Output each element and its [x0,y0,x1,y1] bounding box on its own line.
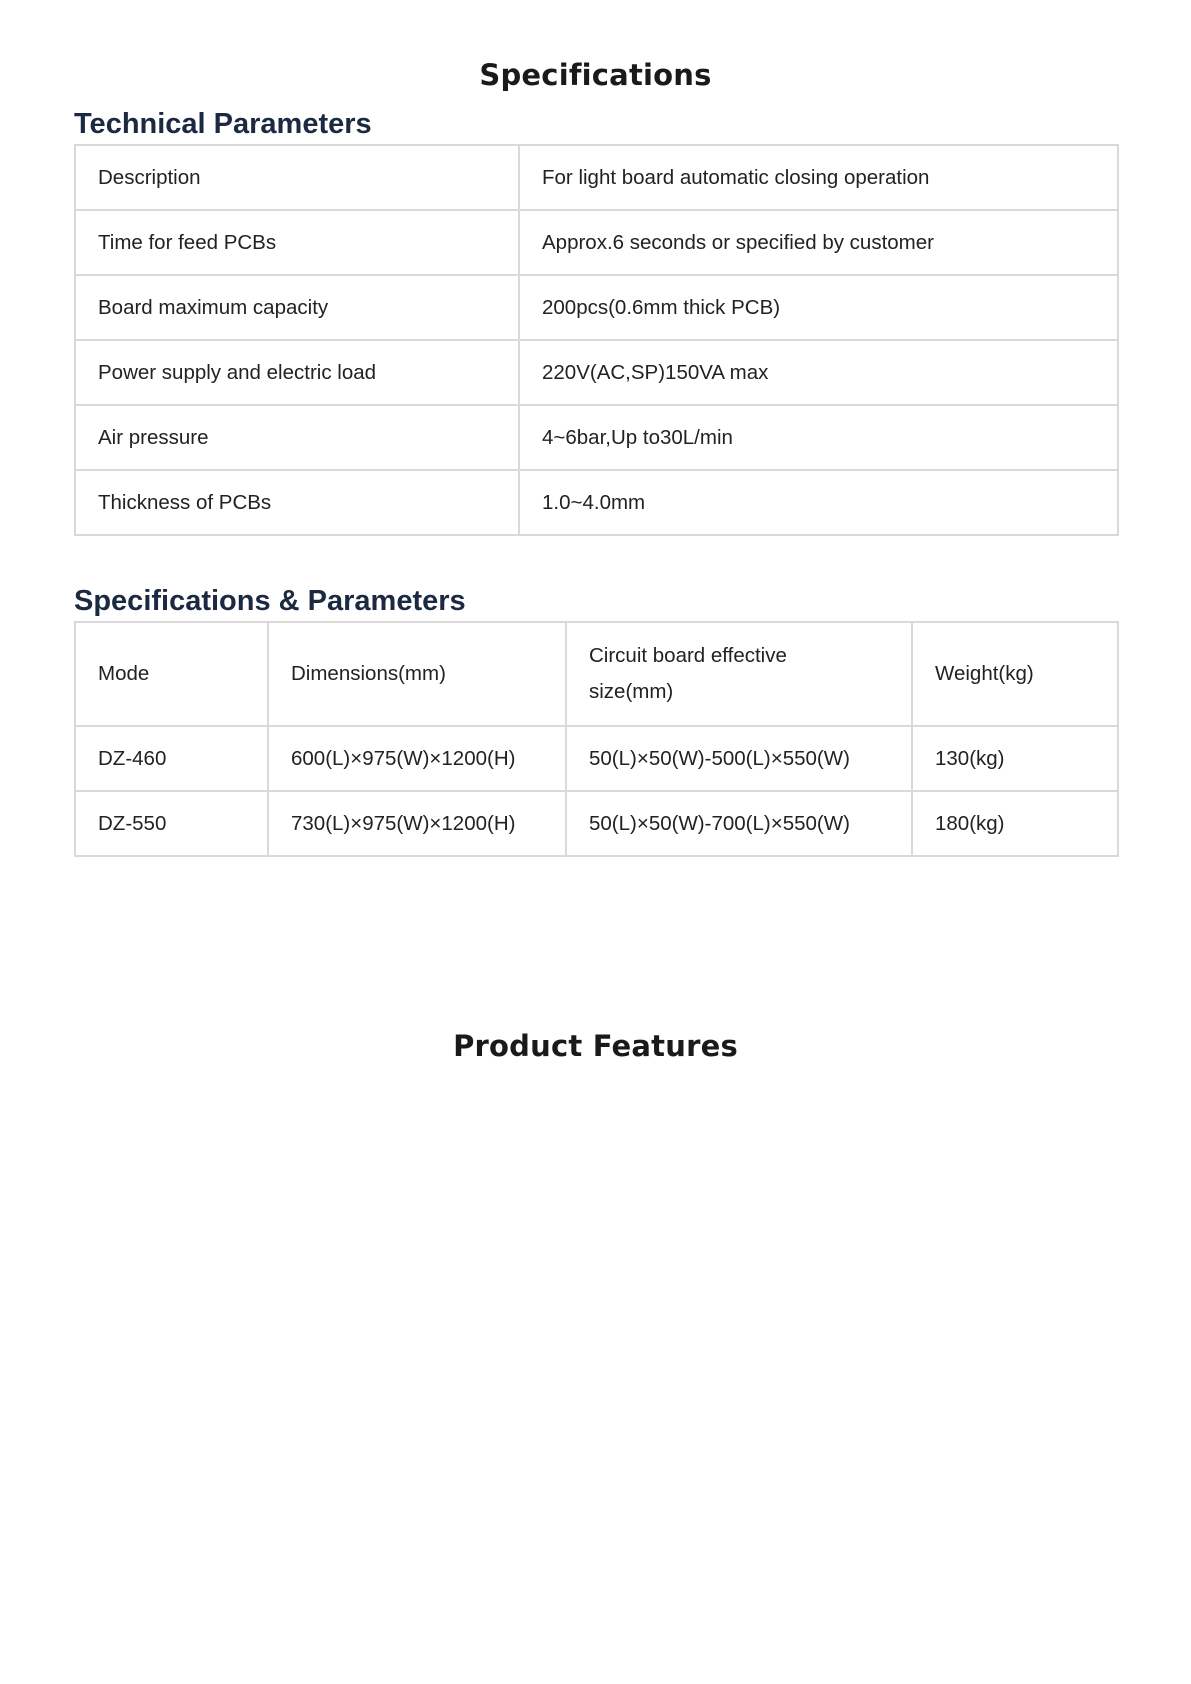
param-value: 200pcs(0.6mm thick PCB) [519,275,1118,340]
param-label: Description [75,145,519,210]
cell-mode: DZ-460 [75,726,268,791]
param-value: Approx.6 seconds or specified by customer [519,210,1118,275]
param-value: 220V(AC,SP)150VA max [519,340,1118,405]
table-row [75,210,1118,275]
column-header-weight: Weight(kg) [912,622,1118,726]
param-label: Board maximum capacity [75,275,519,340]
table-row [75,145,1118,210]
cell-weight: 180(kg) [912,791,1118,856]
cell-dimensions: 730(L)×975(W)×1200(H) [268,791,566,856]
param-label: Thickness of PCBs [75,470,519,535]
table-row [75,275,1118,340]
column-header-board-size: Circuit board effective size(mm) [566,622,912,726]
param-label: Power supply and electric load [75,340,519,405]
technical-parameters-table [74,144,1119,536]
param-value: 1.0~4.0mm [519,470,1118,535]
param-value: For light board automatic closing operation [519,145,1118,210]
column-header-mode: Mode [75,622,268,726]
cell-dimensions: 600(L)×975(W)×1200(H) [268,726,566,791]
table-header-row [75,622,1118,726]
column-header-dimensions: Dimensions(mm) [268,622,566,726]
technical-parameters-heading: Technical Parameters [74,108,372,140]
specifications-parameters-table [74,621,1119,857]
table-row [75,405,1118,470]
product-features-title: Product Features [453,1029,738,1063]
cell-board-size: 50(L)×50(W)-500(L)×550(W) [566,726,912,791]
cell-weight: 130(kg) [912,726,1118,791]
param-value: 4~6bar,Up to30L/min [519,405,1118,470]
table-row [75,791,1118,856]
table-row [75,726,1118,791]
table-row [75,470,1118,535]
specifications-parameters-heading: Specifications & Parameters [74,585,466,617]
table-row [75,340,1118,405]
cell-mode: DZ-550 [75,791,268,856]
cell-board-size: 50(L)×50(W)-700(L)×550(W) [566,791,912,856]
page-title: Specifications [479,58,712,92]
param-label: Time for feed PCBs [75,210,519,275]
param-label: Air pressure [75,405,519,470]
